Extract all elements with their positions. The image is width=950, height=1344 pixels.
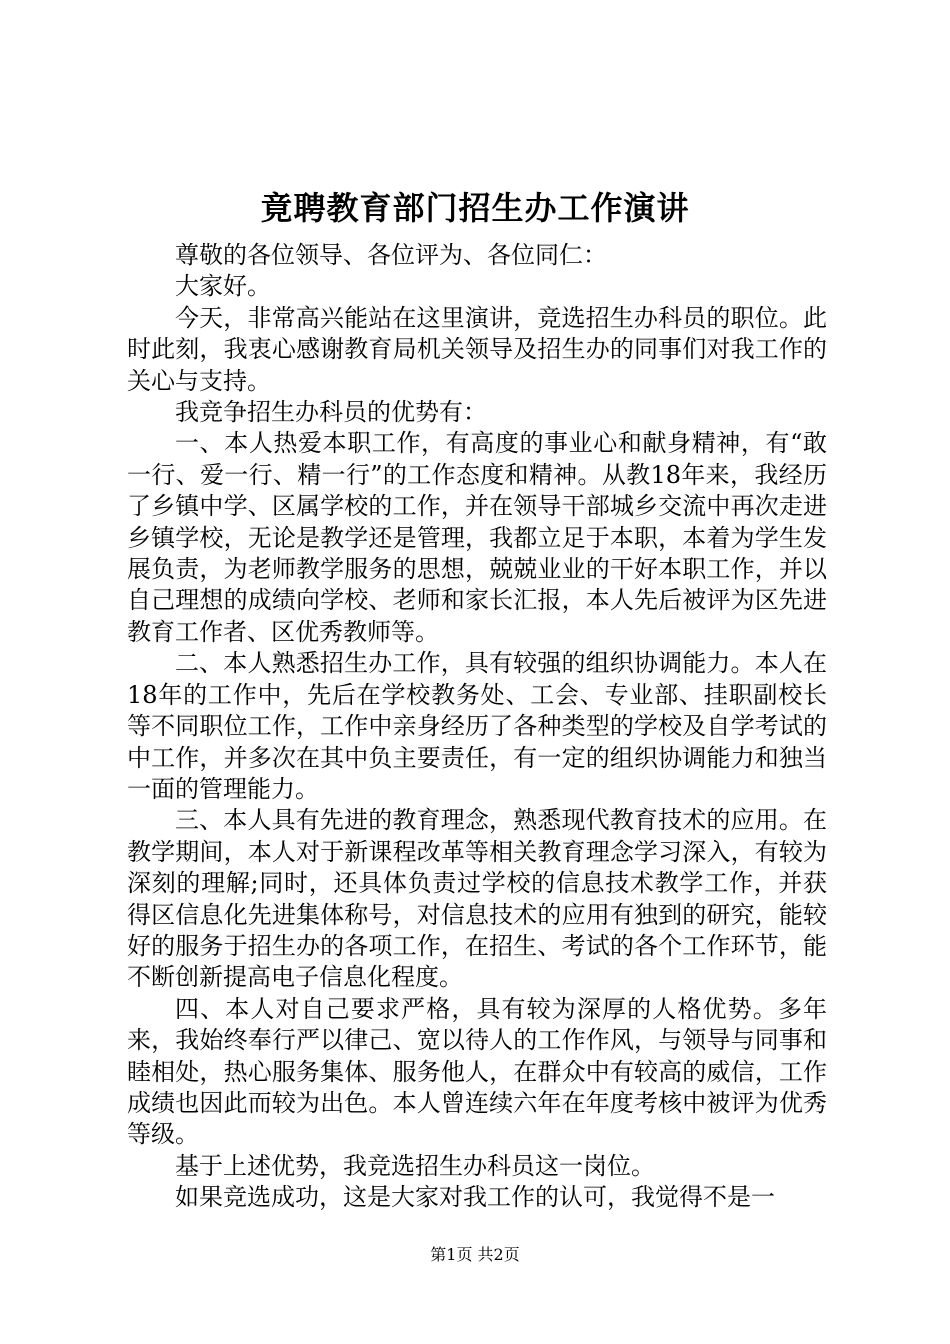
document-title: 竟聘教育部门招生办工作演讲 bbox=[260, 189, 690, 227]
page-number-footer: 第1页 共2页 bbox=[430, 1245, 520, 1264]
salutation-paragraph: 尊敬的各位领导、各位评为、各位同仁： bbox=[175, 241, 607, 269]
advantage-three-paragraph: 三、本人具有先进的教育理念，熟悉现代教育技术的应用。在教学期间，本人对于新课程改革等相关教育理念学习深入，有较为深刻的理解;同时，还具体负责过学校的信息技术教学工作，并获得区信息化先进集体称号，对信息技术的应用有独到的研究，能较好的服务于招生办的各项工作，在招生、考试的各个工作环节，能不断创新提高电子信息化程度。 bbox=[127, 806, 827, 992]
summary-paragraph: 基于上述优势，我竞选招生办科员这一岗位。 bbox=[175, 1151, 655, 1180]
closing-paragraph: 如果竞选成功，这是大家对我工作的认可，我觉得不是一 bbox=[175, 1183, 775, 1212]
document-body bbox=[127, 240, 827, 1214]
advantage-one-paragraph: 一、本人热爱本职工作，有高度的事业心和献身精神，有“敢一行、爱一行、精一行”的工作态度和精神。从教18年来，我经历了乡镇中学、区属学校的工作，并在领导干部城乡交流中再次走进乡镇学校，无论是教学还是管理，我都立足于本职，本着为学生发展负责，为老师教学服务的思想，兢兢业业的干好本职工作，并以自己理想的成绩向学校、老师和家长汇报，本人先后被评为区先进教育工作者、区优秀教师等。 bbox=[127, 429, 827, 646]
advantages-heading-paragraph: 我竞争招生办科员的优势有： bbox=[175, 398, 487, 427]
advantage-four-paragraph: 四、本人对自己要求严格，具有较为深厚的人格优势。多年来，我始终奉行严以律己、宽以待人的工作作风，与领导与同事和睦相处，热心服务集体、服务他人，在群众中有较高的威信，工作成绩也因此而较为出色。本人曾连续六年在年度考核中被评为优秀等级。 bbox=[127, 994, 827, 1149]
greeting-paragraph: 大家好。 bbox=[175, 272, 271, 301]
advantage-two-paragraph: 二、本人熟悉招生办工作，具有较强的组织协调能力。本人在18年的工作中，先后在学校教务处、工会、专业部、挂职副校长等不同职位工作，工作中亲身经历了各种类型的学校及自学考试的中工作，并多次在其中负主要责任，有一定的组织协调能力和独当一面的管理能力。 bbox=[127, 649, 827, 803]
intro-paragraph: 今天，非常高兴能站在这里演讲，竞选招生办科员的职位。此时此刻，我衷心感谢教育局机关领导及招生办的同事们对我工作的关心与支持。 bbox=[127, 303, 827, 395]
